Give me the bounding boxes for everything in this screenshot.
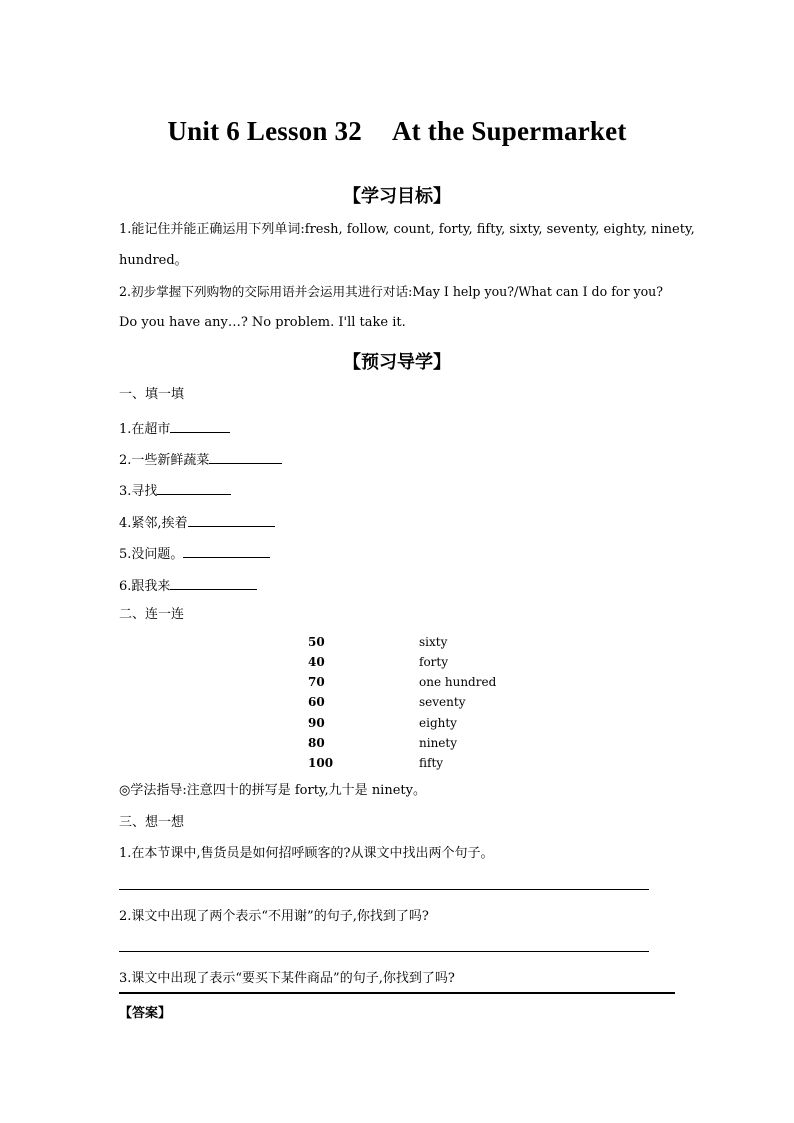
- fill-item-2: 2.一些新鲜蔬菜: [119, 450, 282, 469]
- match-word[interactable]: fifty: [419, 756, 444, 770]
- objective-1-line-2: hundred。: [119, 253, 188, 268]
- title-main: Unit 6 Lesson 32: [167, 116, 362, 146]
- match-number[interactable]: 40: [308, 655, 325, 669]
- answer-blank[interactable]: [209, 450, 282, 464]
- question-3: 3.课文中出现了表示“要买下某件商品”的句子,你找到了吗?: [119, 971, 455, 986]
- fill-item-5: 5.没问题。: [119, 544, 270, 563]
- match-number[interactable]: 50: [308, 635, 325, 649]
- objective-2-line-2: Do you have any…? No problem. I'll take it.: [119, 315, 406, 330]
- answer-blank[interactable]: [157, 481, 231, 495]
- objectives-heading: 【学习目标】: [343, 186, 451, 207]
- match-word[interactable]: one hundred: [419, 675, 497, 689]
- match-number[interactable]: 80: [308, 736, 325, 750]
- match-word[interactable]: sixty: [419, 635, 448, 649]
- answer-line[interactable]: [119, 992, 675, 994]
- page-title: [0, 116, 794, 147]
- fill-item-4: 4.紧邻,挨着: [119, 513, 275, 532]
- question-1: 1.在本节课中,售货员是如何招呼顾客的?从课文中找出两个句子。: [119, 846, 494, 861]
- answer-label: 【答案】: [119, 1006, 172, 1021]
- answer-blank[interactable]: [170, 576, 257, 590]
- objective-2-line-1: 2.初步掌握下列购物的交际用语并会运用其进行对话:May I help you?/What can I do for you?: [119, 284, 664, 299]
- question-2: 2.课文中出现了两个表示“不用谢”的句子,你找到了吗?: [119, 909, 429, 924]
- match-number[interactable]: 90: [308, 716, 325, 730]
- fill-item-6: 6.跟我来: [119, 576, 257, 595]
- answer-line[interactable]: [119, 951, 649, 952]
- part2-heading: 二、连一连: [119, 607, 185, 622]
- study-tip: ◎学法指导:注意四十的拼写是 forty,九十是 ninety。: [119, 783, 426, 798]
- match-word[interactable]: ninety: [419, 736, 457, 750]
- fill-item-1: 1.在超市: [119, 419, 230, 438]
- match-word[interactable]: eighty: [419, 716, 457, 730]
- match-number[interactable]: 70: [308, 675, 325, 689]
- part1-heading: 一、填一填: [119, 387, 185, 402]
- match-word[interactable]: seventy: [419, 695, 466, 709]
- match-number[interactable]: 100: [308, 756, 334, 770]
- preview-heading: 【预习导学】: [343, 352, 451, 373]
- match-word[interactable]: forty: [419, 655, 449, 669]
- answer-blank[interactable]: [170, 419, 230, 433]
- answer-blank[interactable]: [183, 544, 270, 558]
- match-number[interactable]: 60: [308, 695, 325, 709]
- part3-heading: 三、想一想: [119, 815, 185, 830]
- title-sub: At the Supermarket: [391, 116, 627, 146]
- objective-1-line-1: 1.能记住并能正确运用下列单词:fresh, follow, count, forty, fifty, sixty, seventy, eighty, ninety,: [119, 222, 695, 237]
- fill-item-3: 3.寻找: [119, 481, 231, 500]
- answer-line[interactable]: [119, 889, 649, 890]
- answer-blank[interactable]: [188, 513, 275, 527]
